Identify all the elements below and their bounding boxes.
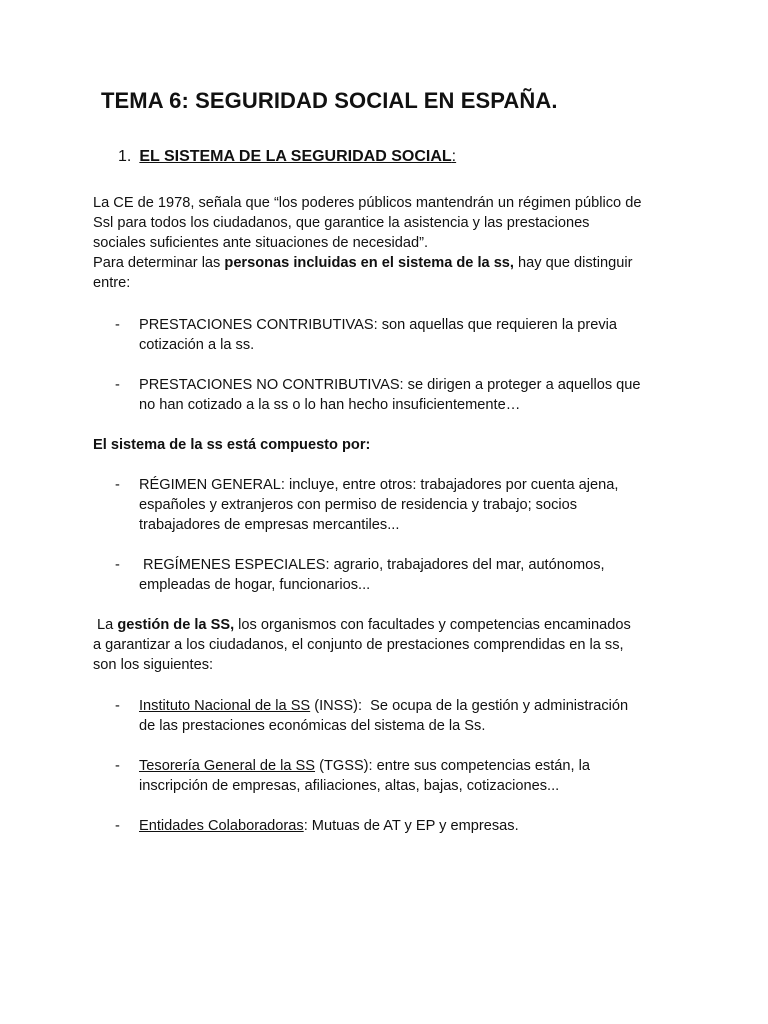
- text-line: PRESTACIONES NO CONTRIBUTIVAS: se dirigen a proteger a aquellos que: [139, 377, 641, 393]
- bullet-dash: -: [115, 818, 120, 834]
- list-item-text: [139, 555, 699, 595]
- text-run: Para determinar las: [93, 255, 225, 271]
- text-line: [139, 696, 699, 716]
- text-line: cotización a la ss.: [139, 337, 255, 353]
- list-item-text: [139, 816, 699, 836]
- list-item-text: [139, 696, 699, 736]
- organism-name: Instituto Nacional de la SS: [139, 698, 311, 714]
- text-line: RÉGIMEN GENERAL: incluye, entre otros: trabajadores por cuenta ajena,: [139, 477, 619, 493]
- intro-line: sociales suficientes ante situaciones de necesidad”.: [93, 235, 429, 251]
- list-item-text: [139, 375, 699, 415]
- bullet-dash: -: [115, 377, 120, 393]
- list-item-text: [139, 475, 699, 535]
- text-run: los organismos con facultades y competencias encaminados: [234, 617, 631, 633]
- list-item-text: [139, 315, 699, 355]
- bullet-dash: -: [115, 698, 120, 714]
- section-number: 1.: [118, 148, 132, 165]
- gestion-paragraph: [93, 615, 713, 675]
- section-heading: [118, 148, 456, 166]
- text-line: de las prestaciones económicas del sistema de la Ss.: [139, 718, 486, 734]
- intro-line: [93, 253, 693, 273]
- bold-run: personas incluidas en el sistema de la ss,: [224, 255, 514, 271]
- intro-line: Ssl para todos los ciudadanos, que garantice la asistencia y las prestaciones: [93, 215, 590, 231]
- text-line: inscripción de empresas, afiliaciones, altas, bajas, cotizaciones...: [139, 778, 560, 794]
- bold-run: El sistema de la ss está compuesto por:: [93, 437, 371, 453]
- intro-line: entre:: [93, 275, 131, 291]
- text-line: españoles y extranjeros con permiso de residencia y trabajo; socios: [139, 497, 578, 513]
- text-run: (TGSS): entre sus competencias están, la: [315, 758, 590, 774]
- intro-line: La CE de 1978, señala que “los poderes públicos mantendrán un régimen público de: [93, 195, 642, 211]
- text-line: REGÍMENES ESPECIALES: agrario, trabajadores del mar, autónomos,: [139, 557, 605, 573]
- section-colon: :: [451, 148, 457, 165]
- bullet-dash: -: [115, 758, 120, 774]
- text-run: hay que distinguir: [513, 255, 633, 271]
- text-run: : Mutuas de AT y EP y empresas.: [303, 818, 519, 834]
- bullet-dash: -: [115, 557, 120, 573]
- bullet-dash: -: [115, 317, 120, 333]
- gestion-line: a garantizar a los ciudadanos, el conjunto de prestaciones comprendidas en la ss,: [93, 637, 624, 653]
- bold-run: gestión de la SS,: [117, 617, 235, 633]
- organism-name: Entidades Colaboradoras: [139, 818, 304, 834]
- page-title: TEMA 6: SEGURIDAD SOCIAL EN ESPAÑA.: [101, 88, 558, 113]
- intro-paragraph: [93, 193, 693, 293]
- section-title: EL SISTEMA DE LA SEGURIDAD SOCIAL: [139, 148, 452, 165]
- text-run: (INSS): Se ocupa de la gestión y administración: [310, 698, 629, 714]
- text-line: [139, 816, 699, 836]
- text-line: trabajadores de empresas mercantiles...: [139, 517, 400, 533]
- organism-name: Tesorería General de la SS: [139, 758, 316, 774]
- text-line: no han cotizado a la ss o lo han hecho insuficientemente…: [139, 397, 521, 413]
- text-run: La: [93, 617, 118, 633]
- text-line: [139, 756, 699, 776]
- gestion-line: son los siguientes:: [93, 657, 214, 673]
- text-line: empleadas de hogar, funcionarios...: [139, 577, 371, 593]
- list-item-text: [139, 756, 699, 796]
- sistema-heading: [93, 435, 693, 455]
- text-line: PRESTACIONES CONTRIBUTIVAS: son aquellas que requieren la previa: [139, 317, 618, 333]
- gestion-line: [93, 615, 713, 635]
- bullet-dash: -: [115, 477, 120, 493]
